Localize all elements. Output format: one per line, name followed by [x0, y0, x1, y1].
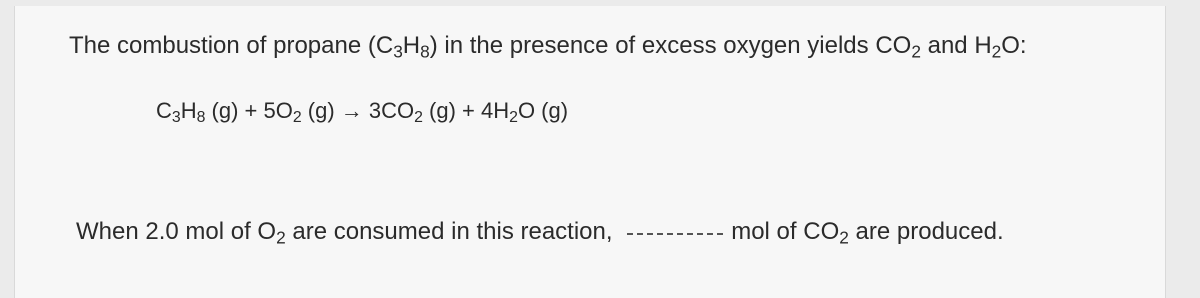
equation-text-2: H	[180, 98, 197, 123]
equation-subscript-5: 2	[509, 108, 518, 126]
equation-text-1: C	[156, 98, 172, 123]
intro-sentence	[69, 32, 1027, 60]
question-text-1: When 2.0 mol of O	[76, 218, 277, 245]
intro-subscript-1: 3	[393, 41, 403, 62]
intro-subscript-3: 2	[911, 41, 921, 62]
intro-subscript-4: 2	[991, 41, 1002, 62]
question-text-4: are produced.	[848, 218, 1004, 245]
intro-text-3: ) in the presence of excess oxygen yields CO	[429, 32, 912, 59]
equation-text-3: (g) + 5O	[205, 98, 293, 123]
question-text-3: mol of CO	[731, 218, 840, 245]
intro-text-4: and H	[920, 32, 992, 59]
equation-subscript-4: 2	[414, 108, 423, 126]
intro-text-1: The combustion of propane (C	[69, 32, 394, 59]
equation-text-6: O (g)	[517, 98, 569, 123]
equation-subscript-3: 2	[292, 108, 302, 126]
answer-blank[interactable]	[627, 232, 723, 235]
equation-text-5: (g) + 4H	[422, 98, 510, 123]
equation-subscript-1: 3	[171, 108, 181, 126]
intro-subscript-2: 8	[420, 41, 430, 62]
question-subscript-3: 2	[839, 227, 849, 248]
intro-text-5: O:	[1001, 32, 1027, 59]
equation-subscript-2: 8	[196, 108, 206, 126]
chemical-equation	[156, 98, 568, 124]
question-text-2: are consumed in this reaction,	[285, 218, 620, 245]
intro-text-2: H	[402, 32, 421, 59]
question-sentence	[76, 218, 1004, 246]
question-subscript-1: 2	[276, 227, 286, 248]
equation-text-4: (g) → 3CO	[301, 98, 415, 123]
